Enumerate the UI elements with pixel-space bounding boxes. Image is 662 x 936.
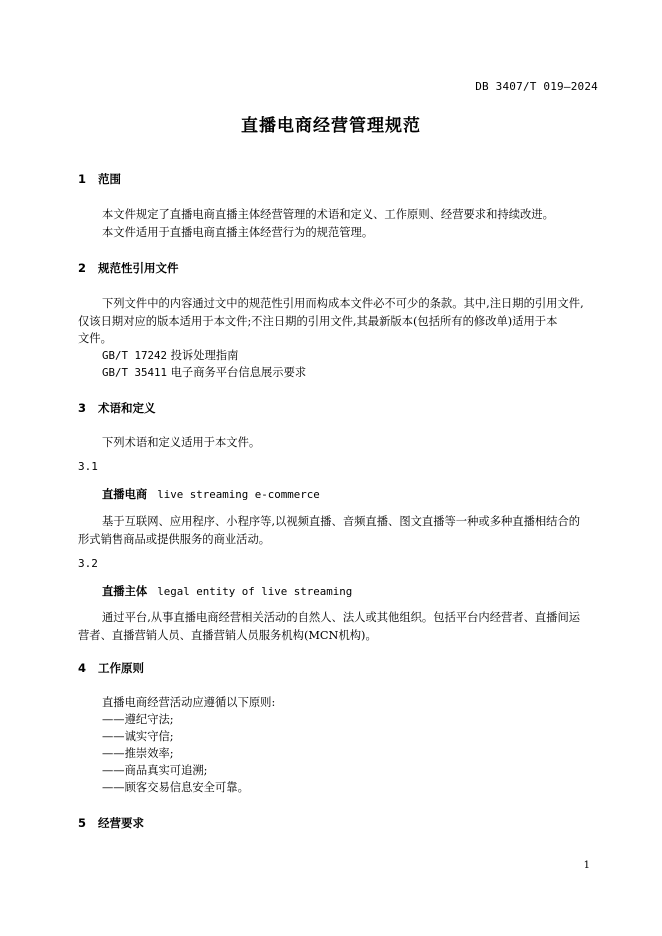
- references-intro-line-1: 下列文件中的内容通过文中的规范性引用而构成本文件必不可少的条款。其中,注日期的引用文件,: [102, 297, 584, 310]
- reference-code: GB/T 35411: [102, 366, 168, 379]
- section-title: 规范性引用文件: [98, 261, 179, 275]
- section-title: 经营要求: [98, 816, 144, 830]
- document-title: 直播电商经营管理规范: [241, 116, 421, 136]
- section-title: 范围: [98, 172, 121, 186]
- reference-name: 电子商务平台信息展示要求: [170, 366, 307, 379]
- term-chinese: 直播主体: [102, 585, 148, 598]
- reference-item: [102, 347, 238, 363]
- section-title: 工作原则: [98, 661, 144, 675]
- principle-item: ——商品真实可追溯;: [102, 764, 208, 777]
- principle-item: ——遵纪守法;: [102, 713, 174, 726]
- terms-intro: 下列术语和定义适用于本文件。: [102, 436, 261, 449]
- term-definition-line-1: 基于互联网、应用程序、小程序等,以视频直播、音频直播、图文直播等一种或多种直播相结合的: [102, 515, 581, 528]
- page-number: 1: [583, 860, 590, 871]
- principle-item: ——推崇效率;: [102, 747, 174, 760]
- section-number: 3: [78, 401, 87, 415]
- term-definition-line-2: 形式销售商品或提供服务的商业活动。: [78, 533, 271, 546]
- section-heading-terms: [78, 400, 156, 416]
- principle-item: ——顾客交易信息安全可靠。: [102, 781, 249, 794]
- section-heading-operation-requirements: [78, 815, 144, 831]
- term-entry: [102, 486, 320, 502]
- term-entry: [102, 583, 352, 599]
- term-english: legal entity of live streaming: [157, 585, 353, 598]
- scope-paragraph-2: 本文件适用于直播电商直播主体经营行为的规范管理。: [102, 226, 374, 239]
- section-title: 术语和定义: [98, 401, 156, 415]
- section-number: 4: [78, 661, 87, 675]
- section-number: 5: [78, 816, 87, 830]
- section-heading-principles: [78, 660, 144, 676]
- section-number: 2: [78, 261, 87, 275]
- term-number: 3.2: [78, 557, 98, 570]
- references-intro-line-2: 仅该日期对应的版本适用于本文件;不注日期的引用文件,其最新版本(包括所有的修改单)适用于本: [78, 315, 558, 328]
- term-english: live streaming e-commerce: [157, 488, 320, 501]
- section-heading-scope: [78, 171, 121, 187]
- principles-intro: 直播电商经营活动应遵循以下原则:: [102, 696, 276, 709]
- term-number: 3.1: [78, 460, 98, 473]
- reference-code: GB/T 17242: [102, 349, 168, 362]
- reference-name: 投诉处理指南: [170, 349, 239, 362]
- term-definition-line-2: 营者、直播营销人员、直播营销人员服务机构(MCN机构)。: [78, 629, 377, 642]
- term-chinese: 直播电商: [102, 488, 148, 501]
- term-definition-line-1: 通过平台,从事直播电商经营相关活动的自然人、法人或其他组织。包括平台内经营者、直播间运: [102, 611, 581, 624]
- document-code: DB 3407/T 019—2024: [475, 80, 598, 93]
- principle-item: ——诚实守信;: [102, 730, 174, 743]
- section-number: 1: [78, 172, 87, 186]
- scope-paragraph-1: 本文件规定了直播电商直播主体经营管理的术语和定义、工作原则、经营要求和持续改进。: [102, 208, 554, 221]
- section-heading-normative-references: [78, 260, 179, 276]
- reference-item: [102, 364, 306, 380]
- references-intro-line-3: 文件。: [78, 332, 112, 345]
